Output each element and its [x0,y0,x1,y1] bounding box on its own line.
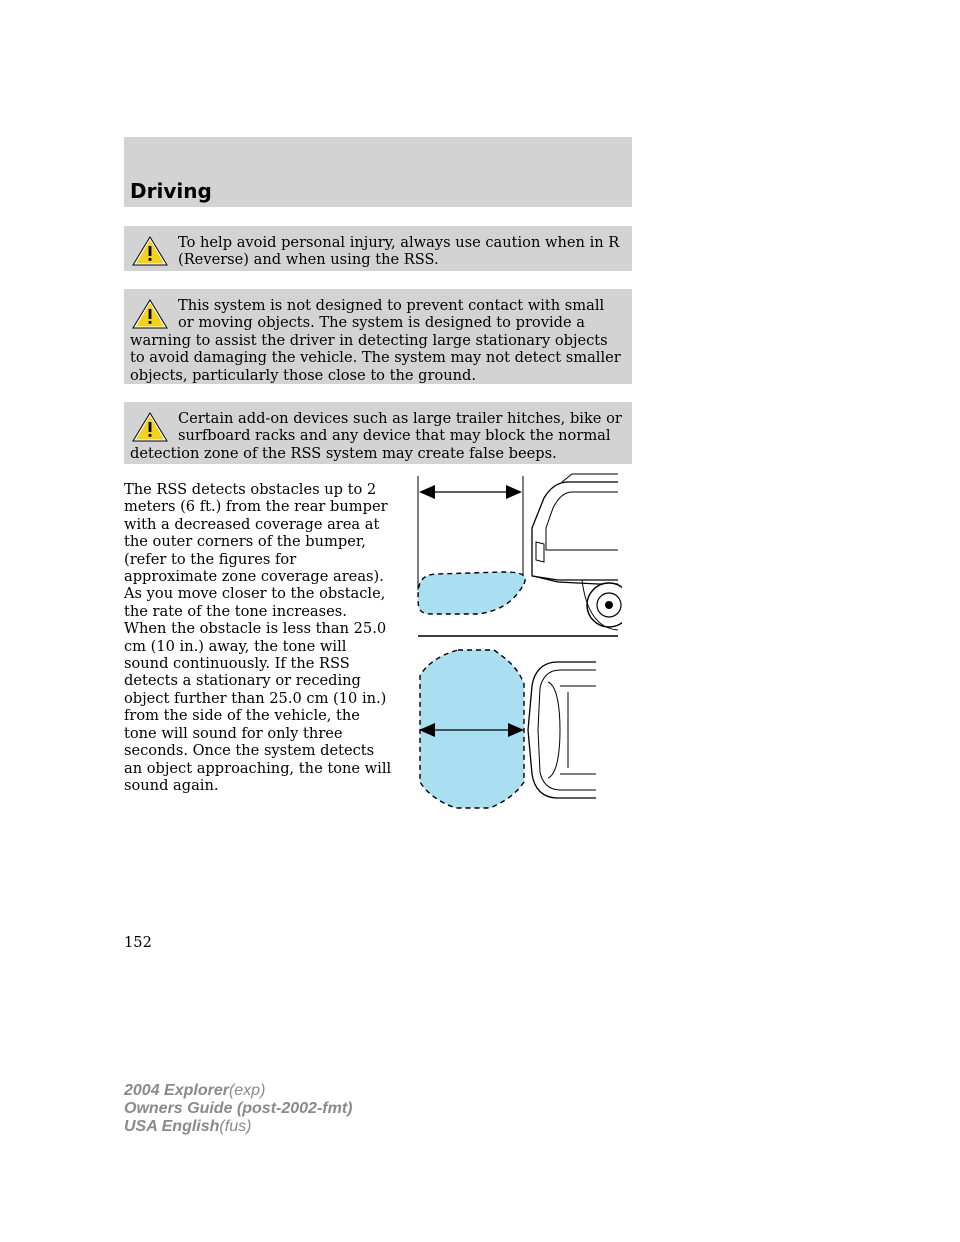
section-title: Driving [130,179,212,203]
page-number: 152 [124,934,152,951]
footer-line-3: USA English(fus) [124,1118,252,1135]
warning-box [124,226,632,271]
warning-triangle-icon [130,410,170,444]
warning-triangle-icon [130,297,170,331]
top-view-illustration [419,650,596,808]
footer-line-2: Owners Guide (post-2002-fmt) [124,1100,353,1117]
warning-box [124,289,632,384]
side-view-illustration [418,474,622,636]
rss-coverage-figure [408,472,622,816]
body-paragraph: The RSS detects obstacles up to 2 meters (6 ft.) from the rear bumper with a decreased coverage area at the outer corners of the bumper, (refer to the figures for approximate zone coverage areas). As you move closer to the obstacle, the rate of the tone increases. When the obstacle is less than 25.0 cm (10 in.) away, the tone will sound continuously. If the RSS detects a stationary or receding object further than 25.0 cm (10 in.) from the side of the vehicle, the tone will sound for only three seconds. Once the system detects an object approaching, the tone will sound again. [124,481,392,794]
side-coverage-zone [418,572,525,614]
footer-line-1: 2004 Explorer(exp) [124,1082,266,1099]
footer [124,1082,352,1136]
section-header [124,137,632,207]
warning-text: To help avoid personal injury, always use caution when in R (Reverse) and when using the RSS. [178,234,620,269]
warning-text: This system is not designed to prevent contact with small or moving objects. The system is designed to provide a warning to assist the driver in detecting large stationary objects to avoid damaging the vehicle. The system may not detect smaller objects, particularly those close to the ground. [130,297,621,384]
warning-triangle-icon [130,234,170,268]
warning-text: Certain add-on devices such as large trailer hitches, bike or surfboard racks and any device that may block the normal detection zone of the RSS system may create false beeps. [130,410,622,462]
warning-box [124,402,632,464]
